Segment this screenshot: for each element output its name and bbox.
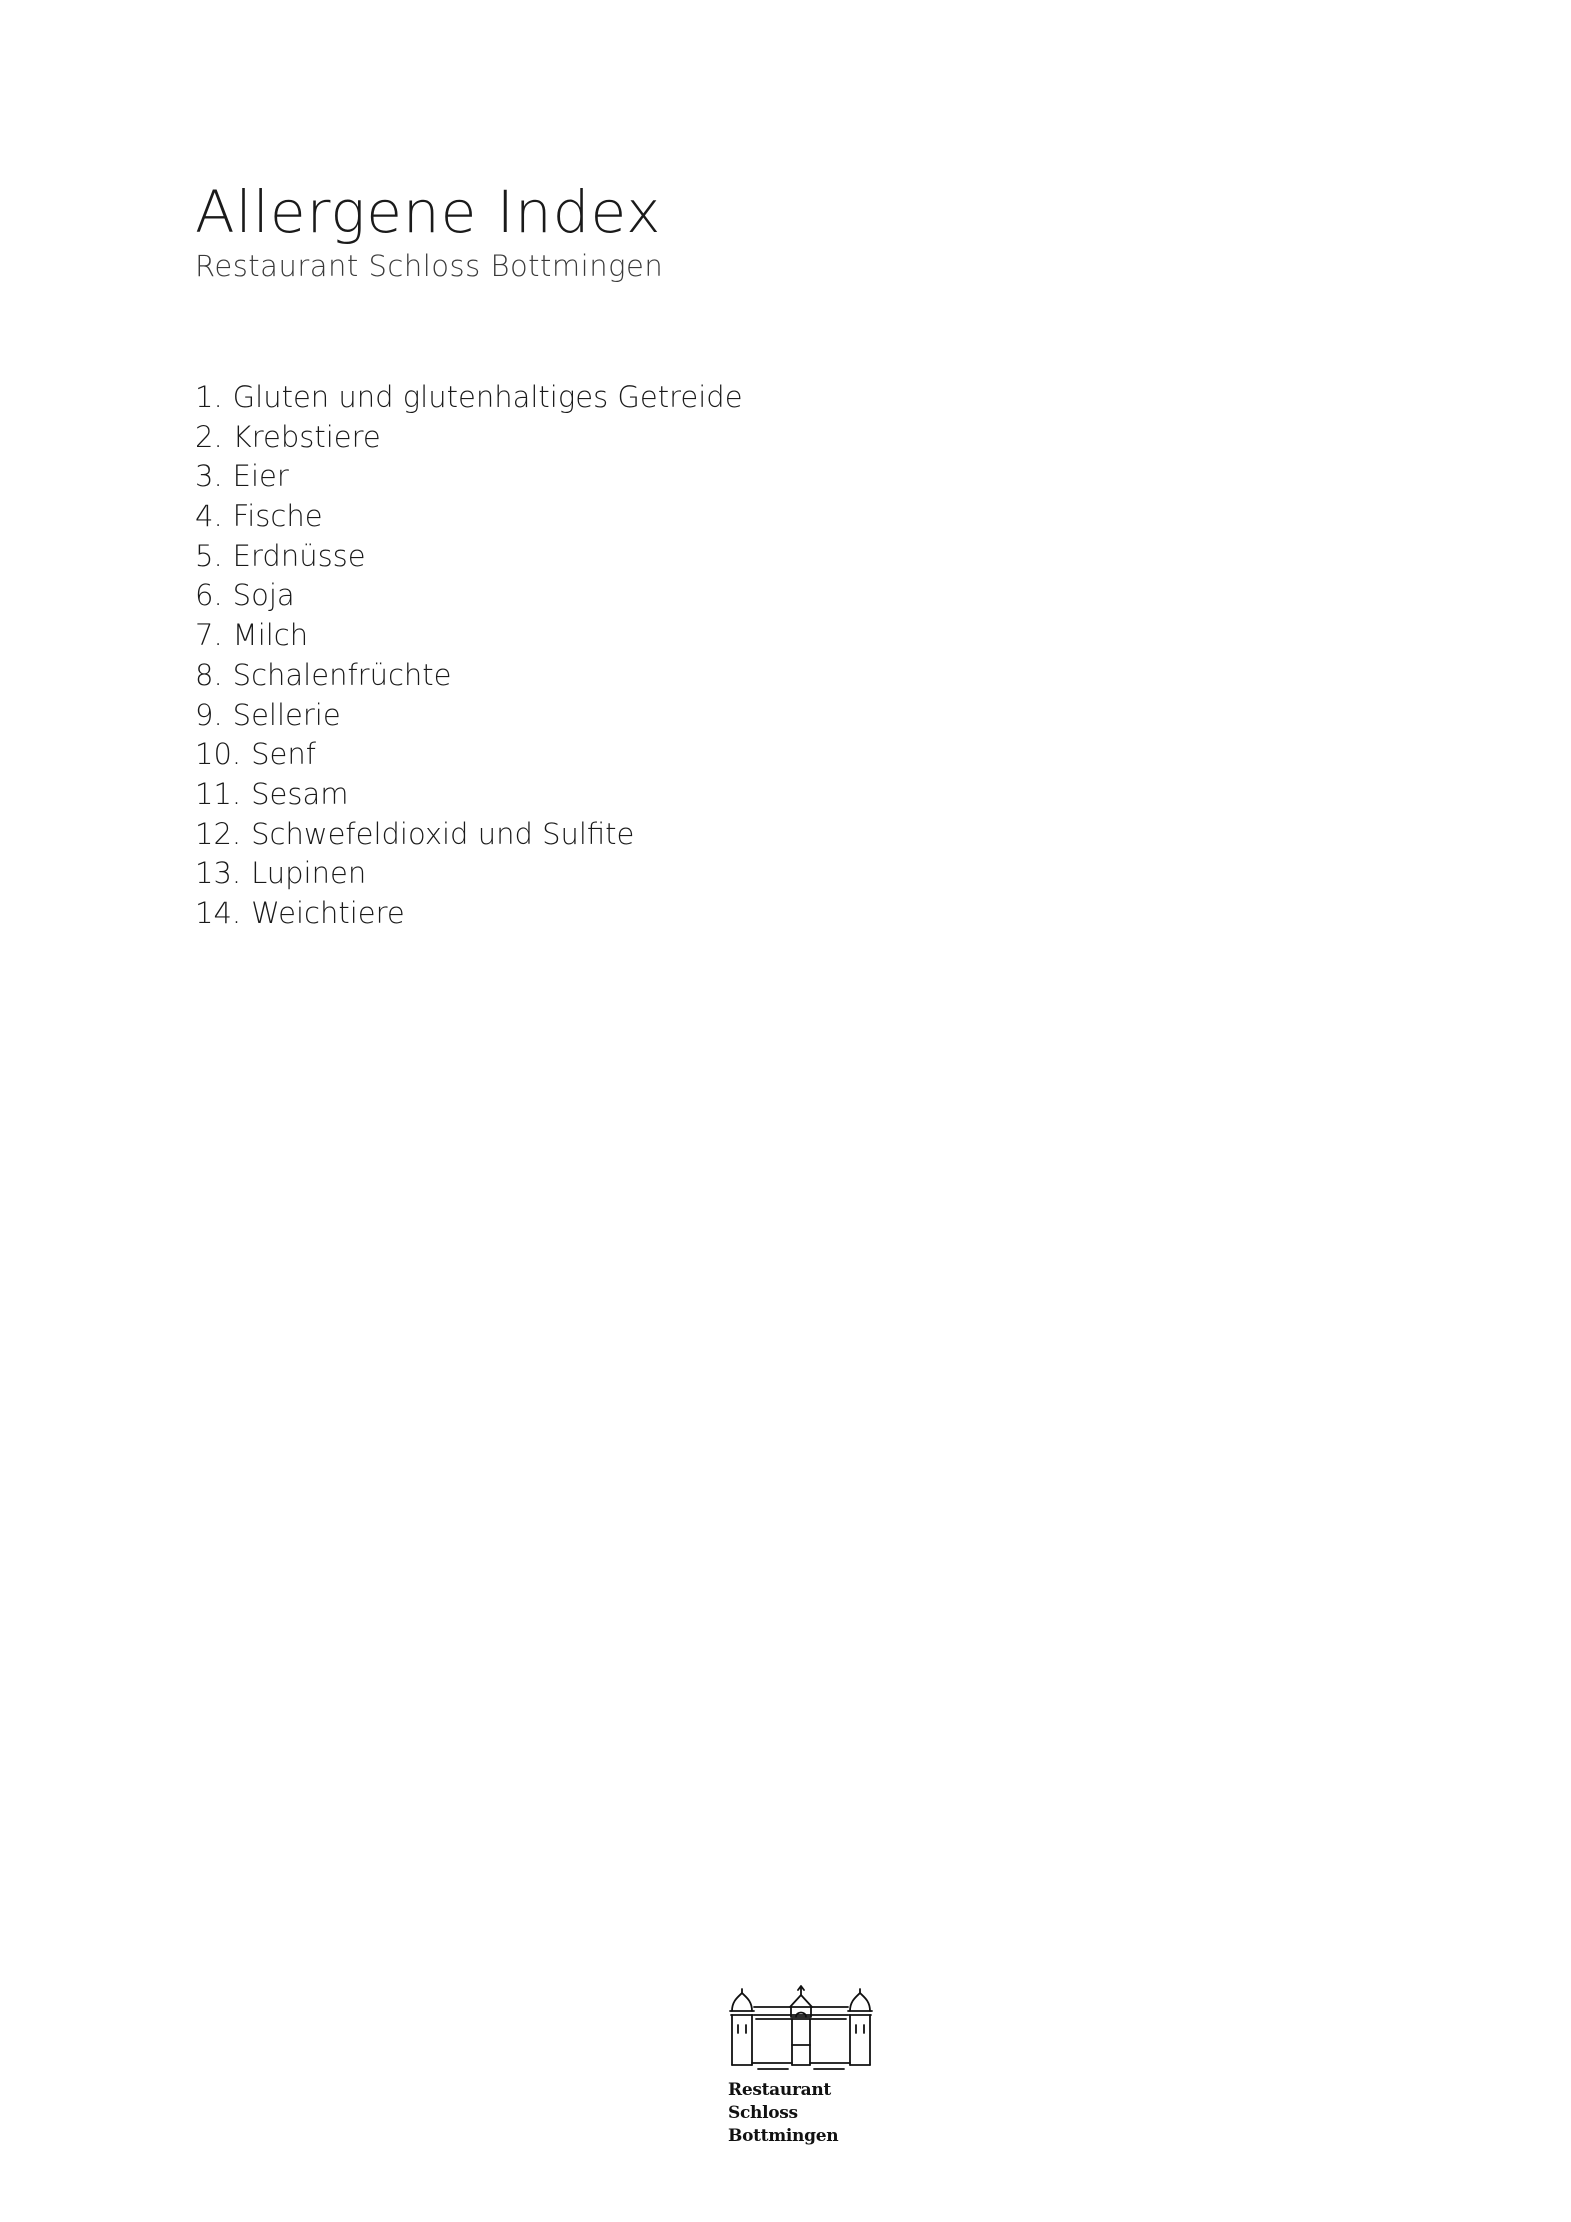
logo-line-restaurant: Restaurant <box>728 2080 831 2100</box>
allergen-number: 13. <box>195 856 242 891</box>
allergen-number: 14. <box>195 895 242 930</box>
allergen-label: Gluten und glutenhaltiges Getreide <box>232 380 743 414</box>
list-item <box>195 775 743 815</box>
list-item <box>195 576 743 616</box>
allergen-number: 9. <box>195 697 223 732</box>
castle-icon <box>728 1985 874 2071</box>
allergen-label: Eier <box>232 459 289 494</box>
allergen-number: 5. <box>195 538 223 573</box>
allergen-number: 11. <box>195 776 242 811</box>
allergen-number: 8. <box>195 657 223 692</box>
allergen-list <box>195 378 743 934</box>
allergen-number: 1. <box>195 380 223 414</box>
allergen-label: Schalenfrüchte <box>232 657 452 692</box>
allergen-label: Sellerie <box>232 697 341 732</box>
allergen-number: 3. <box>195 459 223 494</box>
allergen-label: Schwefeldioxid und Sulfite <box>251 816 635 851</box>
logo-line-schloss: Schloss <box>728 2103 798 2123</box>
list-item <box>195 616 743 656</box>
list-item <box>195 854 743 894</box>
allergen-label: Weichtiere <box>251 895 405 930</box>
list-item <box>195 735 743 775</box>
list-item <box>195 696 743 736</box>
allergen-label: Senf <box>251 737 316 772</box>
logo-line-bottmingen: Bottmingen <box>728 2126 839 2146</box>
allergen-number: 6. <box>195 578 223 613</box>
allergen-label: Fische <box>232 499 323 534</box>
list-item <box>195 378 743 418</box>
list-item <box>195 418 743 458</box>
list-item <box>195 894 743 934</box>
page-subtitle: Restaurant Schloss Bottmingen <box>195 249 664 283</box>
list-item <box>195 537 743 577</box>
allergen-number: 2. <box>195 419 223 454</box>
restaurant-logo <box>728 1985 888 2148</box>
allergen-number: 10. <box>195 737 242 772</box>
allergen-number: 7. <box>195 618 223 653</box>
logo-text <box>728 2079 888 2148</box>
allergen-label: Lupinen <box>251 856 367 891</box>
allergen-label: Milch <box>232 618 309 653</box>
page-header <box>195 176 663 284</box>
allergen-label: Sesam <box>251 776 349 811</box>
allergen-label: Erdnüsse <box>232 538 366 573</box>
list-item <box>195 815 743 855</box>
allergen-number: 4. <box>195 499 223 534</box>
page-title: Allergene Index <box>195 178 662 246</box>
allergen-label: Soja <box>232 578 295 613</box>
allergen-number: 12. <box>195 816 242 851</box>
list-item <box>195 656 743 696</box>
list-item <box>195 497 743 537</box>
allergen-label: Krebstiere <box>232 419 381 454</box>
list-item <box>195 457 743 497</box>
